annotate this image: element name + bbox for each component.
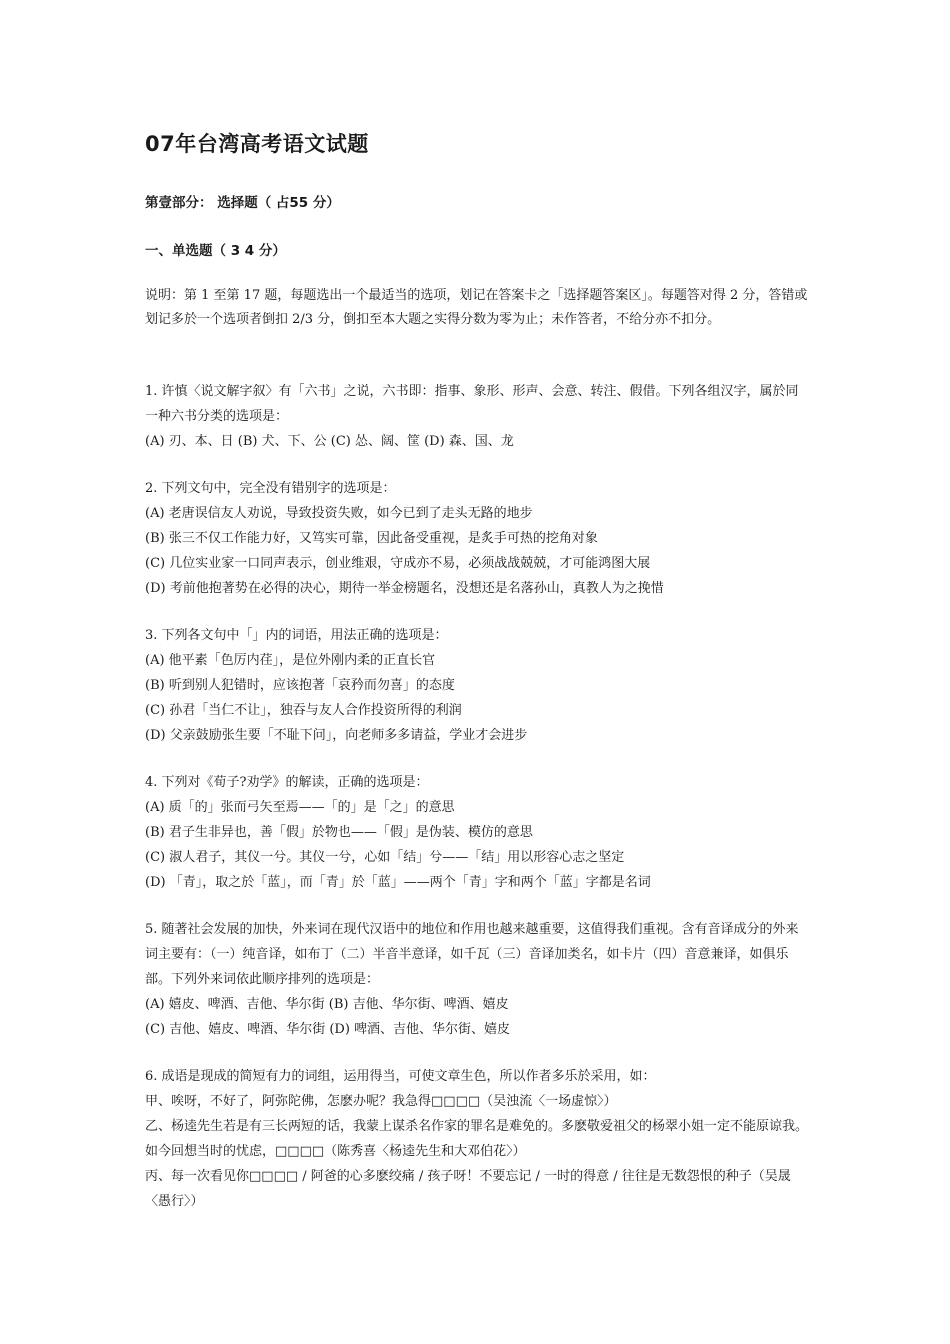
question-passage: 丙、每一次看见你□□□□ / 阿爸的心多麽绞痛 / 孩子呀！不要忘记 / 一时的得意 / 往往是无数怨恨的种子（吴晟〈愚行〉）: [145, 1169, 791, 1209]
question-option: (C) 孙君「当仁不让」，独吞与友人合作投资所得的利润: [145, 703, 462, 718]
question-stem: 4. 下列对《荀子?劝学》的解读，正确的选项是：: [145, 775, 429, 790]
question-option: (A) 他平素「色厉内荏」，是位外刚内柔的正直长官: [145, 653, 436, 668]
section-heading: 一、单选题（ 3 4 分）: [145, 243, 286, 259]
question-stem: 5. 随著社会发展的加快，外来词在现代汉语中的地位和作用也越来越重要，这值得我们重视。含有音译成分的外来词主要有：（一）纯音译，如布丁（二）半音半意译，如千瓦（三）音译加类名，如卡片（四）音意兼译，如俱乐部。下列外来词依此顺序排列的选项是：: [145, 922, 799, 987]
question-stem: 6. 成语是现成的简短有力的词组，运用得当，可使文章生色，所以作者多乐於采用，如：: [145, 1069, 656, 1084]
question-6: [145, 1064, 810, 1214]
question-option: (A) 嬉皮、啤酒、吉他、华尔街 (B) 吉他、华尔街、啤酒、嬉皮: [145, 997, 509, 1012]
question-option: (B) 听到别人犯错时，应该抱著「哀矜而勿喜」的态度: [145, 678, 455, 693]
instructions-note: 说明：第 1 至第 17 题，每题选出一个最适当的选项，划记在答案卡之「选择题答案区」。每题答对得 2 分，答错或划记多於一个选项者倒扣 2/3 分，倒扣至本大题之实得分数为零为止；未作答者，不给分亦不扣分。: [145, 288, 808, 327]
question-option: (C) 吉他、嬉皮、啤酒、华尔街 (D) 啤酒、吉他、华尔街、嬉皮: [145, 1022, 511, 1037]
question-stem: 3. 下列各文句中「」内的词语，用法正确的选项是：: [145, 628, 448, 643]
question-4: [145, 770, 810, 895]
question-passage: 甲、唉呀，不好了，阿弥陀佛，怎麽办呢？我急得□□□□（吴浊流〈一场虚惊〉）: [145, 1094, 617, 1109]
question-option: (A) 质「的」张而弓矢至焉——「的」是「之」的意思: [145, 800, 455, 815]
question-option: (D) 考前他抱著势在必得的决心，期待一举金榜题名，没想还是名落孙山，真教人为之挽惜: [145, 581, 664, 596]
question-option: (D) 「青」，取之於「蓝」，而「青」於「蓝」——两个「青」字和两个「蓝」字都是名词: [145, 875, 651, 890]
question-option: (B) 君子生非异也，善「假」於物也——「假」是伪装、模仿的意思: [145, 825, 533, 840]
question-option: (A) 刃、本、日 (B) 犬、下、公 (C) 怂、阔、筐 (D) 森、国、龙: [145, 434, 514, 449]
question-stem: 1. 许慎〈说文解字叙〉有「六书」之说，六书即：指事、象形、形声、会意、转注、假借。下列各组汉字，属於同一种六书分类的选项是：: [145, 384, 799, 424]
question-5: [145, 917, 810, 1042]
question-2: [145, 476, 810, 601]
question-option: (D) 父亲鼓励张生要「不耻下问」，向老师多多请益，学业才会进步: [145, 728, 528, 743]
question-option: (A) 老唐误信友人劝说，导致投资失败，如今已到了走头无路的地步: [145, 506, 533, 521]
part-heading: 第壹部分： 选择题（ 占55 分）: [145, 195, 340, 211]
question-3: [145, 623, 810, 748]
question-option: (B) 张三不仅工作能力好，又笃实可靠，因此备受重视，是炙手可热的挖角对象: [145, 531, 598, 546]
question-1: [145, 379, 810, 454]
question-passage: 乙、杨逵先生若是有三长两短的话，我蒙上谋杀名作家的罪名是难免的。多麽敬爱祖父的杨翠小姐一定不能原谅我。如今回想当时的忧虑，□□□□（陈秀喜〈杨逵先生和大邓伯花〉）: [145, 1119, 809, 1159]
page-title: 07年台湾高考语文试题: [145, 132, 369, 156]
question-option: (C) 淑人君子，其仪一兮。其仪一兮，心如「结」兮——「结」用以形容心志之坚定: [145, 850, 625, 865]
question-option: (C) 几位实业家一口同声表示，创业维艰，守成亦不易，必须战战兢兢，才可能鸿图大展: [145, 556, 651, 571]
question-stem: 2. 下列文句中，完全没有错别字的选项是：: [145, 481, 396, 496]
